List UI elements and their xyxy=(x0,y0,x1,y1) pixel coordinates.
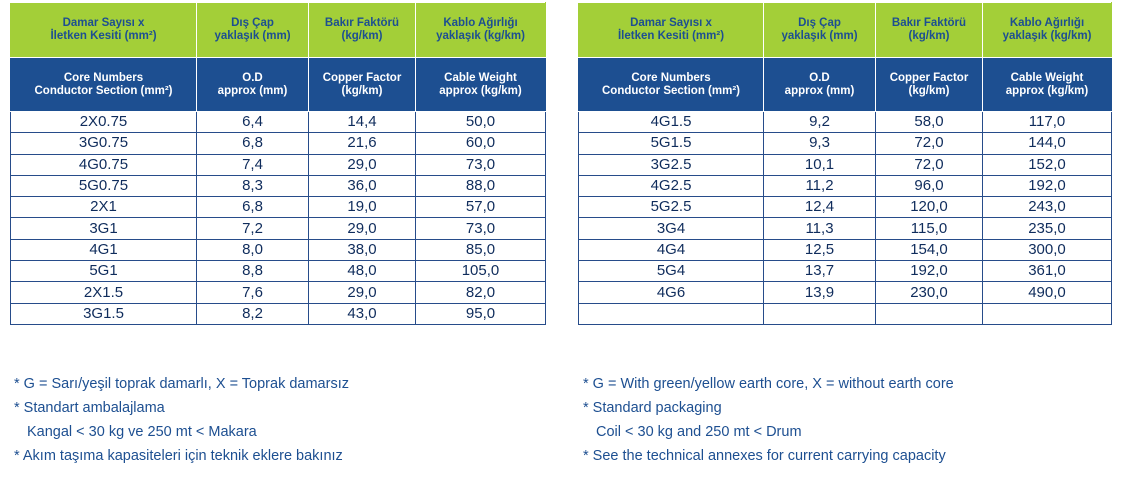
table-cell: 144,0 xyxy=(983,133,1112,154)
table-cell: 12,4 xyxy=(764,197,876,218)
header-line: Bakır Faktörü xyxy=(324,17,400,29)
header-line: yaklaşık (kg/km) xyxy=(1002,30,1092,42)
table-cell: 73,0 xyxy=(416,218,546,239)
table-cell: 9,3 xyxy=(764,133,876,154)
table-cell: 192,0 xyxy=(876,261,983,282)
table-row xyxy=(579,261,1112,282)
table-cell: 73,0 xyxy=(416,154,546,175)
table-cell: 192,0 xyxy=(983,175,1112,196)
table-cell: 3G2.5 xyxy=(579,154,764,175)
header-line: Cable Weight xyxy=(444,71,517,84)
header-row-turkish xyxy=(11,3,546,58)
table-cell: 243,0 xyxy=(983,197,1112,218)
table-cell: 6,8 xyxy=(197,133,309,154)
table-row xyxy=(11,112,546,133)
table-cell: 29,0 xyxy=(309,154,416,175)
table-cell: 19,0 xyxy=(309,197,416,218)
header-line: approx (mm) xyxy=(784,84,855,97)
column-header xyxy=(764,58,876,112)
header-line: İletken Kesiti (mm²) xyxy=(617,30,725,42)
header-line: Conductor Section (mm²) xyxy=(602,84,740,97)
table-cell: 9,2 xyxy=(764,112,876,133)
table-cell: 4G2.5 xyxy=(579,175,764,196)
header-line: Core Numbers xyxy=(631,71,711,84)
table-cell: 85,0 xyxy=(416,239,546,260)
table-cell: 4G0.75 xyxy=(11,154,197,175)
note-capacity: * Akım taşıma kapasiteleri için teknik eklere bakınız xyxy=(14,448,343,464)
note-packaging: * Standard packaging xyxy=(583,400,722,416)
table-cell: 88,0 xyxy=(416,175,546,196)
table-cell: 5G1.5 xyxy=(579,133,764,154)
header-row-turkish xyxy=(579,3,1112,58)
table-row xyxy=(11,282,546,303)
table-cell: 57,0 xyxy=(416,197,546,218)
table-cell: 117,0 xyxy=(983,112,1112,133)
table-cell: 4G1 xyxy=(11,239,197,260)
table-cell: 8,2 xyxy=(197,303,309,324)
table-row xyxy=(579,112,1112,133)
header-row-english xyxy=(11,58,546,112)
table-cell: 5G4 xyxy=(579,261,764,282)
table-cell: 11,2 xyxy=(764,175,876,196)
table-row xyxy=(11,197,546,218)
column-header xyxy=(309,3,416,58)
column-header xyxy=(983,3,1112,58)
table-cell xyxy=(579,303,764,324)
table-cell: 5G2.5 xyxy=(579,197,764,218)
table-cell: 7,4 xyxy=(197,154,309,175)
table-row xyxy=(11,218,546,239)
table-cell: 5G1 xyxy=(11,261,197,282)
table-cell: 14,4 xyxy=(309,112,416,133)
column-header xyxy=(11,3,197,58)
table-cell: 152,0 xyxy=(983,154,1112,175)
table-row xyxy=(579,133,1112,154)
table-cell: 36,0 xyxy=(309,175,416,196)
table-cell: 235,0 xyxy=(983,218,1112,239)
table-cell: 8,0 xyxy=(197,239,309,260)
table-cell: 300,0 xyxy=(983,239,1112,260)
column-header xyxy=(876,58,983,112)
header-line: Copper Factor xyxy=(889,71,969,84)
table-row xyxy=(579,175,1112,196)
table-cell: 29,0 xyxy=(309,218,416,239)
table-row xyxy=(579,303,1112,324)
table-row xyxy=(579,218,1112,239)
table-cell: 4G1.5 xyxy=(579,112,764,133)
column-header xyxy=(197,58,309,112)
table-cell: 82,0 xyxy=(416,282,546,303)
header-line: (kg/km) xyxy=(341,84,383,97)
table-cell: 29,0 xyxy=(309,282,416,303)
table-cell: 154,0 xyxy=(876,239,983,260)
table-row xyxy=(11,133,546,154)
header-line: Bakır Faktörü xyxy=(891,17,967,29)
table-cell: 4G6 xyxy=(579,282,764,303)
table-row xyxy=(579,239,1112,260)
table-cell: 96,0 xyxy=(876,175,983,196)
table-cell: 72,0 xyxy=(876,154,983,175)
table-cell: 6,4 xyxy=(197,112,309,133)
table-cell: 8,8 xyxy=(197,261,309,282)
note-packaging: * Standart ambalajlama xyxy=(14,400,165,416)
table-cell: 13,9 xyxy=(764,282,876,303)
header-line: (kg/km) xyxy=(908,30,950,42)
column-header xyxy=(11,58,197,112)
table-cell: 3G0.75 xyxy=(11,133,197,154)
column-header xyxy=(416,58,546,112)
table-cell: 43,0 xyxy=(309,303,416,324)
table-cell: 230,0 xyxy=(876,282,983,303)
note-earth-core: * G = Sarı/yeşil toprak damarlı, X = Toprak damarsız xyxy=(14,376,349,392)
table-row xyxy=(579,154,1112,175)
header-line: Damar Sayısı x xyxy=(630,17,712,29)
table-cell: 72,0 xyxy=(876,133,983,154)
table-cell: 7,6 xyxy=(197,282,309,303)
header-line: Core Numbers xyxy=(63,71,144,84)
note-earth-core: * G = With green/yellow earth core, X = without earth core xyxy=(583,376,954,392)
header-line: (kg/km) xyxy=(908,84,950,97)
header-line: Dış Çap xyxy=(798,17,841,29)
header-line: approx (kg/km) xyxy=(1005,84,1089,97)
notes-english xyxy=(583,372,954,468)
table-cell xyxy=(876,303,983,324)
column-header xyxy=(579,3,764,58)
header-line: Kablo Ağırlığı xyxy=(1009,17,1085,29)
header-line: yaklaşık (mm) xyxy=(214,30,291,42)
table-cell: 11,3 xyxy=(764,218,876,239)
note-packaging-detail: Kangal < 30 kg ve 250 mt < Makara xyxy=(27,424,257,440)
header-line: Conductor Section (mm²) xyxy=(34,84,173,97)
table-cell: 4G4 xyxy=(579,239,764,260)
cable-table-left xyxy=(10,2,546,325)
table-row xyxy=(11,175,546,196)
table-cell: 2X1 xyxy=(11,197,197,218)
table-cell: 48,0 xyxy=(309,261,416,282)
header-line: O.D xyxy=(809,71,830,84)
table-row xyxy=(11,239,546,260)
table-row xyxy=(11,154,546,175)
table-cell: 3G1 xyxy=(11,218,197,239)
table-row xyxy=(579,197,1112,218)
table-cell xyxy=(764,303,876,324)
header-row-english xyxy=(579,58,1112,112)
table-cell: 3G1.5 xyxy=(11,303,197,324)
header-line: Kablo Ağırlığı xyxy=(443,17,518,29)
header-line: approx (mm) xyxy=(217,84,288,97)
table-cell: 95,0 xyxy=(416,303,546,324)
header-line: Dış Çap xyxy=(231,17,274,29)
table-cell: 38,0 xyxy=(309,239,416,260)
table-cell: 58,0 xyxy=(876,112,983,133)
header-line: Copper Factor xyxy=(322,71,402,84)
header-line: (kg/km) xyxy=(341,30,383,42)
table-cell: 120,0 xyxy=(876,197,983,218)
header-line: İletken Kesiti (mm²) xyxy=(50,30,157,42)
table-cell: 2X1.5 xyxy=(11,282,197,303)
table-cell: 21,6 xyxy=(309,133,416,154)
note-packaging-detail: Coil < 30 kg and 250 mt < Drum xyxy=(596,424,802,440)
column-header xyxy=(764,3,876,58)
table-cell: 13,7 xyxy=(764,261,876,282)
table-cell: 10,1 xyxy=(764,154,876,175)
column-header xyxy=(579,58,764,112)
table-row xyxy=(11,261,546,282)
table-row xyxy=(11,303,546,324)
table-row xyxy=(579,282,1112,303)
note-capacity: * See the technical annexes for current carrying capacity xyxy=(583,448,946,464)
column-header xyxy=(197,3,309,58)
header-line: yaklaşık (mm) xyxy=(781,30,858,42)
table-cell: 490,0 xyxy=(983,282,1112,303)
table-cell: 5G0.75 xyxy=(11,175,197,196)
table-cell: 8,3 xyxy=(197,175,309,196)
table-cell: 60,0 xyxy=(416,133,546,154)
header-line: O.D xyxy=(242,71,263,84)
table-cell: 105,0 xyxy=(416,261,546,282)
column-header xyxy=(983,58,1112,112)
notes-turkish xyxy=(14,372,349,468)
header-line: yaklaşık (kg/km) xyxy=(436,30,525,42)
table-cell: 2X0.75 xyxy=(11,112,197,133)
table-cell: 361,0 xyxy=(983,261,1112,282)
table-cell: 50,0 xyxy=(416,112,546,133)
header-line: approx (kg/km) xyxy=(439,84,522,97)
table-cell xyxy=(983,303,1112,324)
table-cell: 3G4 xyxy=(579,218,764,239)
table-cell: 6,8 xyxy=(197,197,309,218)
column-header xyxy=(876,3,983,58)
table-cell: 7,2 xyxy=(197,218,309,239)
column-header xyxy=(309,58,416,112)
cable-table-right xyxy=(578,2,1112,325)
header-line: Damar Sayısı x xyxy=(62,17,145,29)
table-cell: 115,0 xyxy=(876,218,983,239)
header-line: Cable Weight xyxy=(1010,71,1084,84)
column-header xyxy=(416,3,546,58)
table-cell: 12,5 xyxy=(764,239,876,260)
